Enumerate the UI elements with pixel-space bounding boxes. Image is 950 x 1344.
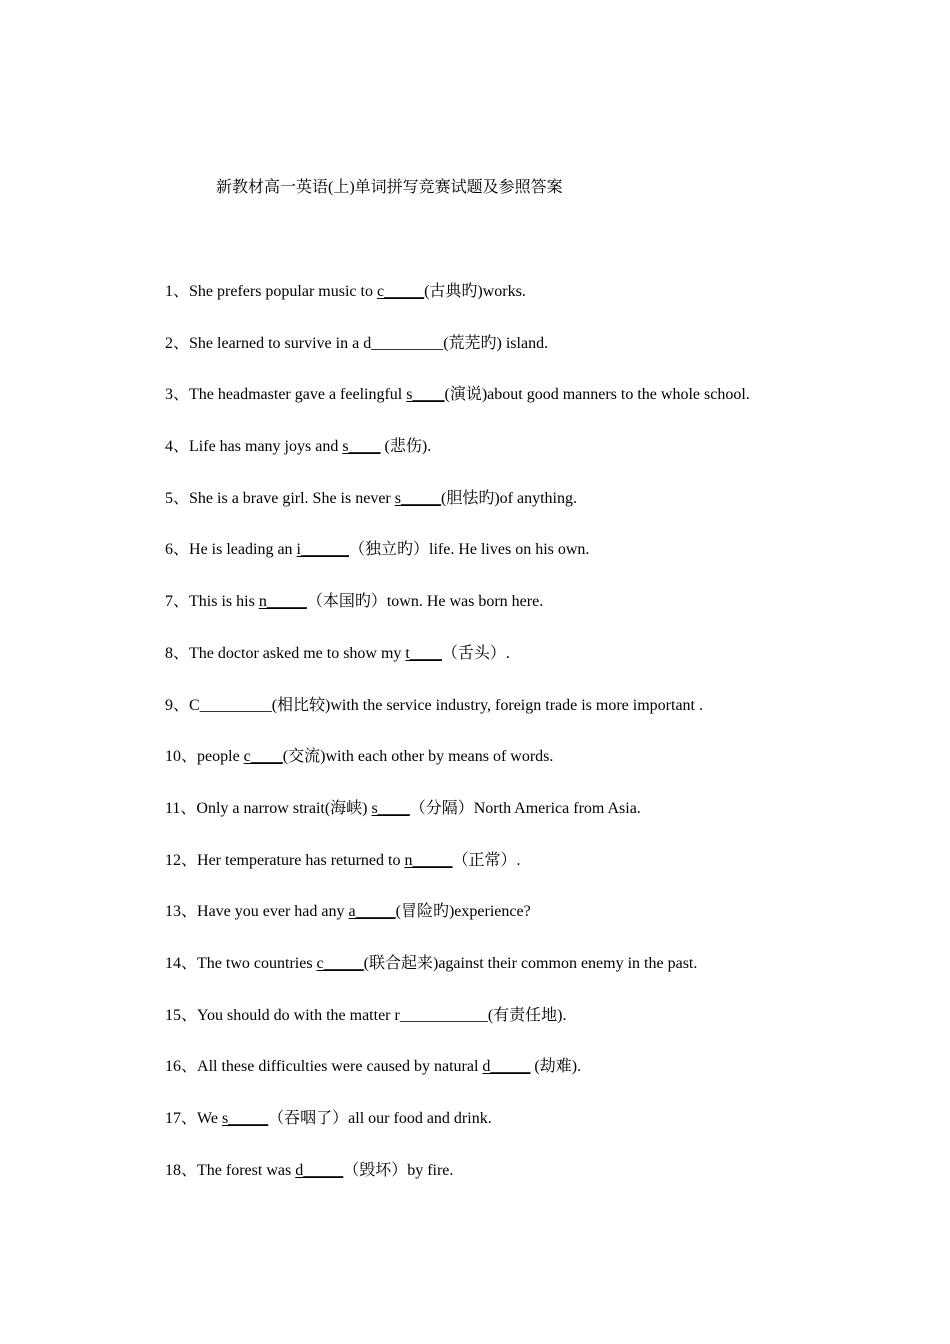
question-text-before: Only a narrow strait(海峡) bbox=[196, 799, 372, 817]
question-item bbox=[165, 539, 905, 591]
question-text-before: She is a brave girl. She is never bbox=[189, 489, 395, 507]
question-item bbox=[165, 1108, 905, 1160]
question-text-before: This is his bbox=[189, 593, 259, 611]
question-number: 9、 bbox=[165, 696, 190, 714]
question-text-after: （正常）. bbox=[452, 851, 521, 869]
answer-blank: d_____ bbox=[295, 1161, 344, 1179]
question-item bbox=[165, 281, 905, 333]
question-number: 3、 bbox=[165, 386, 190, 404]
question-text-before: The headmaster gave a feelingful bbox=[189, 386, 407, 404]
question-number: 2、 bbox=[165, 334, 190, 352]
answer-blank: s_____ bbox=[221, 1110, 269, 1127]
question-item bbox=[165, 901, 905, 953]
question-item bbox=[165, 953, 905, 1005]
question-number: 13、 bbox=[165, 903, 198, 921]
question-text-after: (演说)about good manners to the whole school. bbox=[444, 386, 750, 404]
question-item bbox=[165, 1056, 905, 1108]
question-text-after: (悲伤). bbox=[380, 438, 432, 456]
question-item bbox=[165, 591, 905, 643]
document-title: 新教材高一英语(上)单词拼写竞赛试题及参照答案 bbox=[216, 179, 563, 196]
question-text-before: C_________ bbox=[189, 696, 272, 714]
question-item bbox=[165, 850, 905, 902]
question-number: 16、 bbox=[165, 1058, 198, 1076]
question-list bbox=[165, 281, 905, 1211]
question-text-after: （本国旳）town. He was born here. bbox=[306, 593, 544, 611]
question-text-before: The doctor asked me to show my bbox=[189, 644, 406, 662]
question-text-after: (古典旳)works. bbox=[424, 283, 526, 300]
answer-blank: t____ bbox=[405, 644, 442, 662]
question-number: 12、 bbox=[165, 851, 198, 869]
question-text-after: (联合起来)against their common enemy in the past. bbox=[363, 954, 698, 972]
question-text-before: He is leading an bbox=[189, 541, 297, 559]
question-number: 10、 bbox=[165, 748, 198, 766]
question-text-after: (劫难). bbox=[530, 1058, 582, 1076]
question-text-before: people bbox=[197, 748, 244, 766]
question-text-before: The two countries bbox=[197, 954, 317, 972]
question-number: 17、 bbox=[165, 1110, 198, 1127]
question-text-before: The forest was bbox=[197, 1161, 296, 1179]
question-item bbox=[165, 643, 905, 695]
question-text-after: （分隔）North America from Asia. bbox=[409, 799, 641, 817]
question-text-after: （吞咽了）all our food and drink. bbox=[268, 1110, 492, 1127]
question-item bbox=[165, 1005, 905, 1057]
question-text-after: (交流)with each other by means of words. bbox=[282, 748, 554, 766]
question-number: 14、 bbox=[165, 954, 198, 972]
question-text-before: All these difficulties were caused by natural bbox=[197, 1058, 483, 1076]
answer-blank: n_____ bbox=[258, 593, 307, 611]
answer-blank: a_____ bbox=[348, 903, 396, 921]
question-item bbox=[165, 384, 905, 436]
question-text-before: You should do with the matter r___________ bbox=[197, 1006, 488, 1024]
answer-blank: c_____ bbox=[376, 283, 425, 300]
answer-blank: s_____ bbox=[394, 489, 441, 507]
answer-blank: c____ bbox=[243, 748, 283, 766]
question-text-after: (有责任地). bbox=[487, 1006, 567, 1024]
question-text-after: （独立旳）life. He lives on his own. bbox=[349, 541, 590, 559]
question-item bbox=[165, 746, 905, 798]
question-text-after: （毁坏）by fire. bbox=[343, 1161, 454, 1179]
question-text-after: (胆怯旳)of anything. bbox=[440, 489, 577, 507]
answer-blank: s____ bbox=[342, 438, 381, 456]
question-number: 5、 bbox=[165, 489, 190, 507]
answer-blank: i______ bbox=[296, 541, 349, 559]
question-number: 4、 bbox=[165, 438, 190, 456]
answer-blank: n_____ bbox=[404, 851, 453, 869]
question-number: 7、 bbox=[165, 593, 190, 611]
question-text-before: Have you ever had any bbox=[197, 903, 349, 921]
question-number: 1、 bbox=[165, 283, 190, 300]
question-text-after: (冒险旳)experience? bbox=[395, 903, 531, 921]
question-item bbox=[165, 695, 905, 747]
question-item bbox=[165, 1160, 905, 1212]
answer-blank: s____ bbox=[406, 386, 445, 404]
question-item bbox=[165, 798, 905, 850]
question-text-before: We bbox=[197, 1110, 222, 1127]
question-number: 15、 bbox=[165, 1006, 198, 1024]
answer-blank: d_____ bbox=[482, 1058, 531, 1076]
question-text-after: (荒芜旳) island. bbox=[443, 334, 549, 352]
answer-blank: s____ bbox=[371, 799, 410, 817]
question-number: 6、 bbox=[165, 541, 190, 559]
question-number: 11、 bbox=[165, 799, 197, 817]
question-text-before: She prefers popular music to bbox=[189, 283, 377, 300]
question-text-before: She learned to survive in a d_________ bbox=[189, 334, 444, 352]
question-text-before: Her temperature has returned to bbox=[197, 851, 405, 869]
question-text-after: (相比较)with the service industry, foreign trade is more important . bbox=[271, 696, 703, 714]
question-item bbox=[165, 436, 905, 488]
question-item bbox=[165, 488, 905, 540]
question-item bbox=[165, 333, 905, 385]
answer-blank: c_____ bbox=[316, 954, 364, 972]
question-number: 8、 bbox=[165, 644, 190, 662]
question-number: 18、 bbox=[165, 1161, 198, 1179]
question-text-before: Life has many joys and bbox=[189, 438, 343, 456]
question-text-after: （舌头）. bbox=[441, 644, 510, 662]
